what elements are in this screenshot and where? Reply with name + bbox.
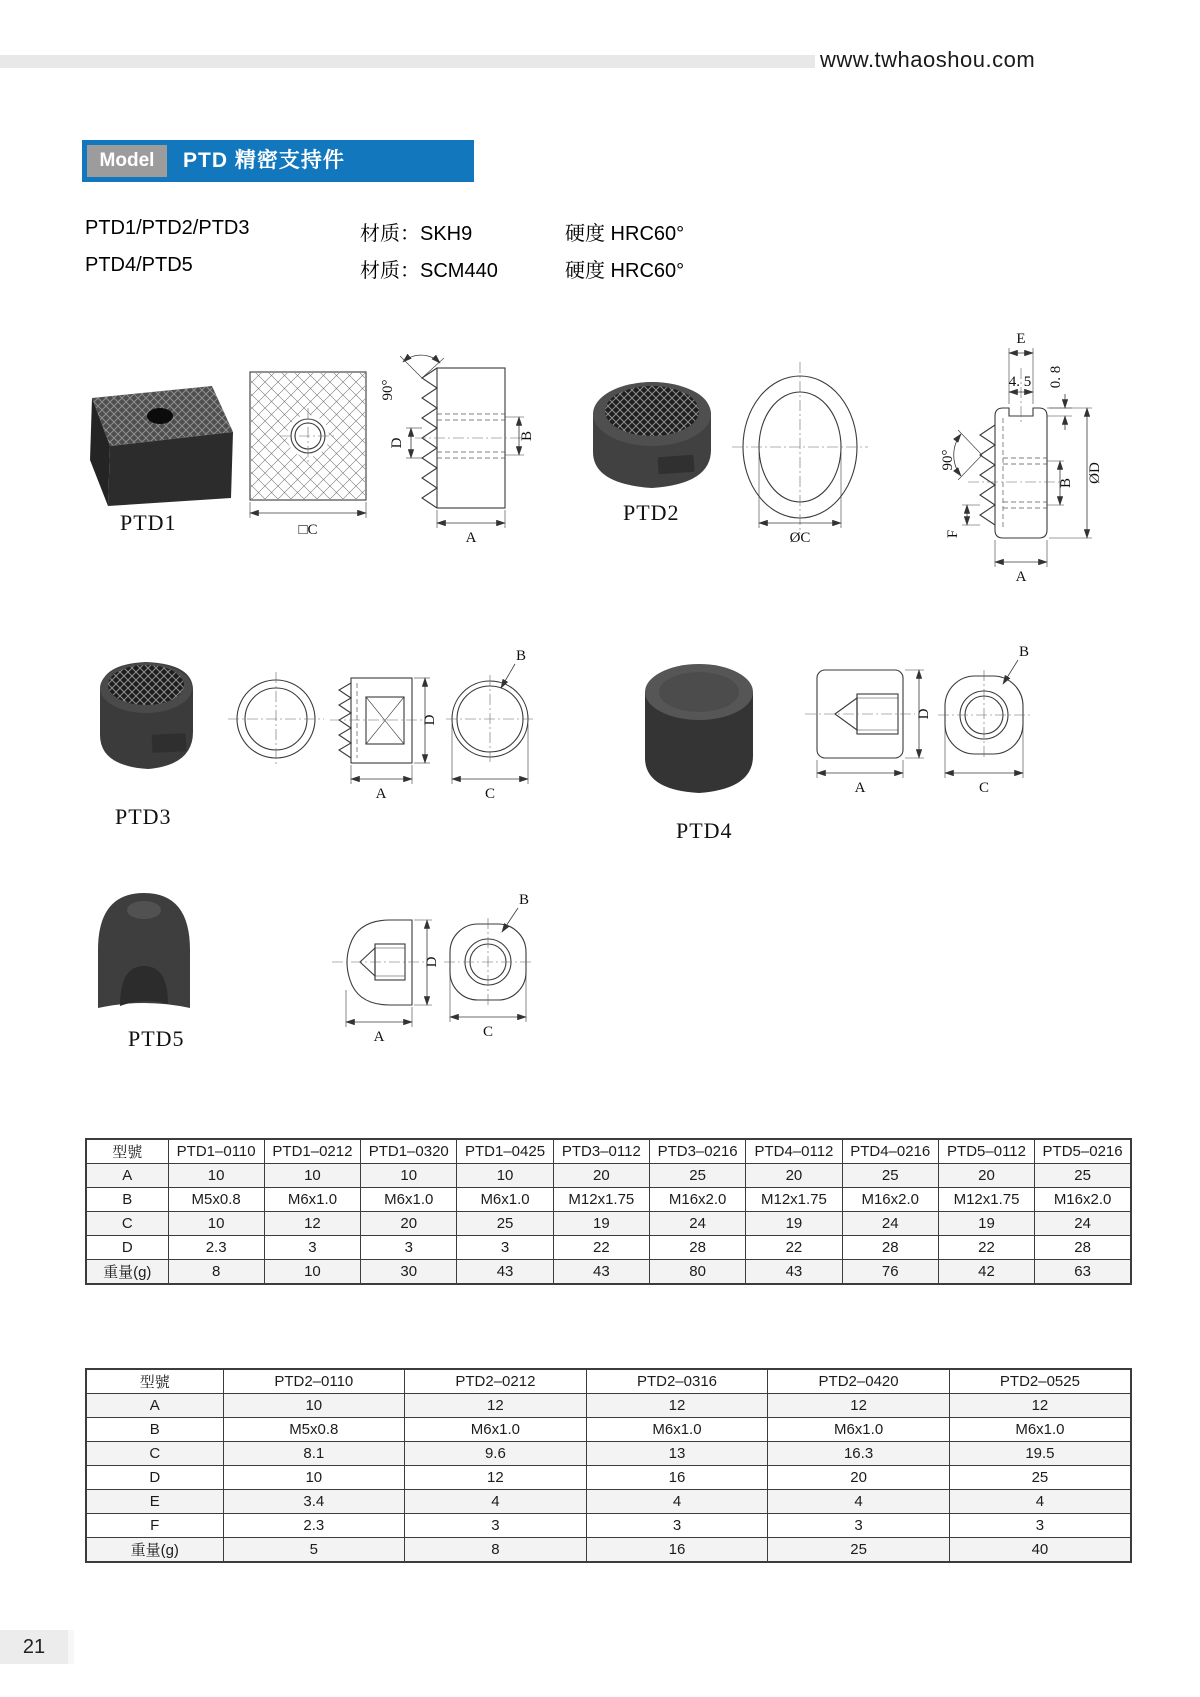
spec-cell: 28 [1035, 1236, 1131, 1260]
spec-cell: 13 [586, 1442, 768, 1466]
site-url: www.twhaoshou.com [820, 47, 1036, 72]
column-header: PTD4–0112 [746, 1139, 842, 1164]
spec-cell: 22 [938, 1236, 1034, 1260]
spec-cell: 63 [1035, 1260, 1131, 1285]
ptd4-end-view [938, 644, 1030, 796]
column-header: 型號 [86, 1369, 223, 1394]
spec-cell: M16x2.0 [1035, 1188, 1131, 1212]
dim-label: C [484, 786, 496, 802]
spec-cell: 25 [457, 1212, 553, 1236]
spec-cell: M16x2.0 [842, 1188, 938, 1212]
row-label: E [86, 1490, 223, 1514]
row-label: 重量(g) [86, 1538, 223, 1563]
spec-cell: 10 [223, 1466, 405, 1490]
dim-label: 90° [940, 449, 956, 471]
header-row [86, 1139, 1131, 1164]
spec-row [86, 1538, 1131, 1563]
column-header: PTD2–0212 [405, 1369, 587, 1394]
spec-cell: 2.3 [168, 1236, 264, 1260]
spec-cell: 10 [361, 1164, 457, 1188]
spec-cell: 8 [168, 1260, 264, 1285]
spec-cell: 40 [949, 1538, 1131, 1563]
dim-label: B [515, 648, 527, 664]
material-spec: 材质：SCM440 [360, 260, 498, 282]
spec-cell: 12 [264, 1212, 360, 1236]
spec-cell: 2.3 [223, 1514, 405, 1538]
spec-cell: 43 [553, 1260, 649, 1285]
ptd2-photo [593, 382, 711, 488]
dim-label: D [916, 708, 932, 720]
dim-label: ØD [1087, 462, 1103, 484]
spec-row [86, 1188, 1131, 1212]
dim-label: D [389, 437, 405, 449]
spec-cell: 3 [405, 1514, 587, 1538]
dim-label: B [518, 892, 530, 908]
row-label: B [86, 1418, 223, 1442]
spec-cell: 42 [938, 1260, 1034, 1285]
row-label: F [86, 1514, 223, 1538]
spec-cell: M6x1.0 [405, 1418, 587, 1442]
ptd5-photo [98, 893, 190, 1008]
row-label: D [86, 1236, 168, 1260]
spec-table-2 [85, 1368, 1132, 1563]
column-header: PTD2–0110 [223, 1369, 405, 1394]
material-spec: 材质：SKH9 [360, 223, 473, 245]
spec-cell: 43 [457, 1260, 553, 1285]
spec-row [86, 1514, 1131, 1538]
ptd4-label: PTD4 [676, 818, 733, 843]
spec-row [86, 1466, 1131, 1490]
spec-cell: 20 [361, 1212, 457, 1236]
spec-cell: 19 [938, 1212, 1034, 1236]
spec-cell: M16x2.0 [649, 1188, 745, 1212]
page-number: 21 [0, 1630, 68, 1664]
spec-cell: M6x1.0 [361, 1188, 457, 1212]
column-header: PTD5–0216 [1035, 1139, 1131, 1164]
spec-cell: 28 [649, 1236, 745, 1260]
ptd1-front-view [250, 372, 366, 538]
row-label: A [86, 1394, 223, 1418]
spec-cell: 4 [586, 1490, 768, 1514]
column-header: 型號 [86, 1139, 168, 1164]
row-label: C [86, 1442, 223, 1466]
spec-cell: 12 [405, 1466, 587, 1490]
spec-cell: 16 [586, 1538, 768, 1563]
row-label: B [86, 1188, 168, 1212]
ptd2-front-view [732, 362, 868, 546]
spec-cell: M6x1.0 [457, 1188, 553, 1212]
spec-cell: 10 [168, 1212, 264, 1236]
spec-cell: 3.4 [223, 1490, 405, 1514]
dim-label: C [978, 780, 990, 796]
spec-cell: M5x0.8 [168, 1188, 264, 1212]
spec-cell: 12 [586, 1394, 768, 1418]
spec-row [86, 1164, 1131, 1188]
spec-cell: 9.6 [405, 1442, 587, 1466]
column-header: PTD2–0420 [768, 1369, 950, 1394]
spec-cell: 28 [842, 1236, 938, 1260]
spec-cell: 4 [405, 1490, 587, 1514]
ptd1-side-view [380, 355, 535, 545]
spec-cell: 76 [842, 1260, 938, 1285]
spec-cell: 24 [842, 1212, 938, 1236]
spec-cell: 12 [405, 1394, 587, 1418]
material-line-2 [85, 254, 885, 282]
spec-cell: 25 [649, 1164, 745, 1188]
ptd3-photo [100, 662, 193, 769]
ptd3-label: PTD3 [115, 804, 172, 829]
ptd2-side-view [940, 331, 1103, 585]
model-banner [82, 140, 474, 182]
column-header: PTD1–0320 [361, 1139, 457, 1164]
spec-row [86, 1394, 1131, 1418]
spec-cell: M6x1.0 [949, 1418, 1131, 1442]
spec-row [86, 1260, 1131, 1285]
column-header: PTD2–0525 [949, 1369, 1131, 1394]
header-row [86, 1369, 1131, 1394]
spec-cell: 4 [949, 1490, 1131, 1514]
dim-label: C [482, 1024, 494, 1040]
spec-cell: 30 [361, 1260, 457, 1285]
spec-cell: M12x1.75 [746, 1188, 842, 1212]
spec-cell: 25 [768, 1538, 950, 1563]
spec-cell: 24 [649, 1212, 745, 1236]
dim-label: ØC [789, 530, 811, 546]
row-label: A [86, 1164, 168, 1188]
dim-label: D [422, 714, 438, 726]
dim-label: B [1058, 477, 1074, 489]
spec-cell: 43 [746, 1260, 842, 1285]
spec-row [86, 1212, 1131, 1236]
spec-cell: M12x1.75 [938, 1188, 1034, 1212]
spec-cell: 25 [1035, 1164, 1131, 1188]
ptd3-side-view [330, 678, 438, 802]
spec-cell: 19.5 [949, 1442, 1131, 1466]
spec-cell: 10 [264, 1260, 360, 1285]
spec-cell: 22 [746, 1236, 842, 1260]
spec-row [86, 1490, 1131, 1514]
ptd5-label: PTD5 [128, 1026, 185, 1051]
dim-label: B [1018, 644, 1030, 660]
spec-cell: M12x1.75 [553, 1188, 649, 1212]
spec-cell: 19 [746, 1212, 842, 1236]
spec-row [86, 1418, 1131, 1442]
column-header: PTD3–0216 [649, 1139, 745, 1164]
dim-label: E [1016, 331, 1026, 347]
material-hardness: 硬度 HRC60° [565, 260, 685, 282]
ptd3-end-view [446, 648, 534, 802]
spec-cell: M5x0.8 [223, 1418, 405, 1442]
page-number-strip [68, 1630, 74, 1664]
column-header: PTD1–0425 [457, 1139, 553, 1164]
spec-cell: M6x1.0 [768, 1418, 950, 1442]
spec-cell: M6x1.0 [586, 1418, 768, 1442]
column-header: PTD1–0110 [168, 1139, 264, 1164]
spec-cell: 25 [842, 1164, 938, 1188]
material-models: PTD4/PTD5 [85, 254, 193, 276]
spec-cell: 20 [938, 1164, 1034, 1188]
dim-label: D [424, 956, 440, 968]
spec-cell: 3 [361, 1236, 457, 1260]
ptd3-front-view [228, 672, 324, 766]
ptd1-label: PTD1 [120, 510, 177, 535]
spec-cell: 12 [949, 1394, 1131, 1418]
spec-cell: 5 [223, 1538, 405, 1563]
spec-cell: 19 [553, 1212, 649, 1236]
row-label: 重量(g) [86, 1260, 168, 1285]
ptd4-photo [645, 664, 753, 793]
spec-cell: 8.1 [223, 1442, 405, 1466]
column-header: PTD3–0112 [553, 1139, 649, 1164]
spec-cell: 12 [768, 1394, 950, 1418]
column-header: PTD4–0216 [842, 1139, 938, 1164]
dim-label: A [373, 1029, 385, 1045]
spec-cell: 24 [1035, 1212, 1131, 1236]
spec-cell: 8 [405, 1538, 587, 1563]
ptd2-drawing [560, 310, 1140, 600]
spec-cell: 10 [223, 1394, 405, 1418]
spec-cell: 25 [949, 1466, 1131, 1490]
dim-label: F [945, 529, 961, 539]
spec-row [86, 1442, 1131, 1466]
row-label: D [86, 1466, 223, 1490]
spec-table-2-container [85, 1368, 1132, 1563]
spec-cell: 3 [949, 1514, 1131, 1538]
spec-cell: 20 [746, 1164, 842, 1188]
ptd4-drawing [600, 630, 1040, 820]
dim-label: A [375, 786, 387, 802]
dim-label: A [854, 780, 866, 796]
material-hardness: 硬度 HRC60° [565, 223, 685, 245]
spec-cell: M6x1.0 [264, 1188, 360, 1212]
spec-table-1-container [85, 1138, 1132, 1285]
dim-label: 0. 8 [1048, 365, 1064, 389]
spec-cell: 3 [586, 1514, 768, 1538]
column-header: PTD2–0316 [586, 1369, 768, 1394]
column-header: PTD1–0212 [264, 1139, 360, 1164]
ptd5-end-view [444, 892, 532, 1040]
header-divider-bar [0, 55, 815, 68]
dim-label: B [519, 430, 535, 442]
ptd2-label: PTD2 [623, 500, 680, 525]
spec-cell: 20 [768, 1466, 950, 1490]
dim-label: 90° [380, 379, 396, 401]
spec-cell: 10 [264, 1164, 360, 1188]
spec-cell: 3 [264, 1236, 360, 1260]
dim-label: A [1015, 569, 1027, 585]
spec-cell: 80 [649, 1260, 745, 1285]
ptd3-drawing [60, 620, 540, 805]
spec-table-1 [85, 1138, 1132, 1285]
spec-cell: 22 [553, 1236, 649, 1260]
spec-row [86, 1236, 1131, 1260]
ptd4-side-view [805, 670, 932, 796]
spec-cell: 4 [768, 1490, 950, 1514]
column-header: PTD5–0112 [938, 1139, 1034, 1164]
page-title: PTD 精密支持件 [183, 149, 345, 172]
spec-cell: 10 [168, 1164, 264, 1188]
spec-cell: 16.3 [768, 1442, 950, 1466]
ptd5-side-view [332, 920, 440, 1045]
spec-cell: 10 [457, 1164, 553, 1188]
spec-cell: 20 [553, 1164, 649, 1188]
model-chip: Model [87, 145, 167, 177]
row-label: C [86, 1212, 168, 1236]
dim-label: □C [298, 522, 318, 538]
ptd1-photo [90, 386, 233, 506]
spec-cell: 16 [586, 1466, 768, 1490]
dim-label: 4. 5 [1008, 374, 1032, 390]
material-models: PTD1/PTD2/PTD3 [85, 217, 250, 239]
dim-label: A [465, 530, 477, 545]
spec-cell: 3 [768, 1514, 950, 1538]
spec-cell: 3 [457, 1236, 553, 1260]
material-line-1 [85, 217, 885, 245]
